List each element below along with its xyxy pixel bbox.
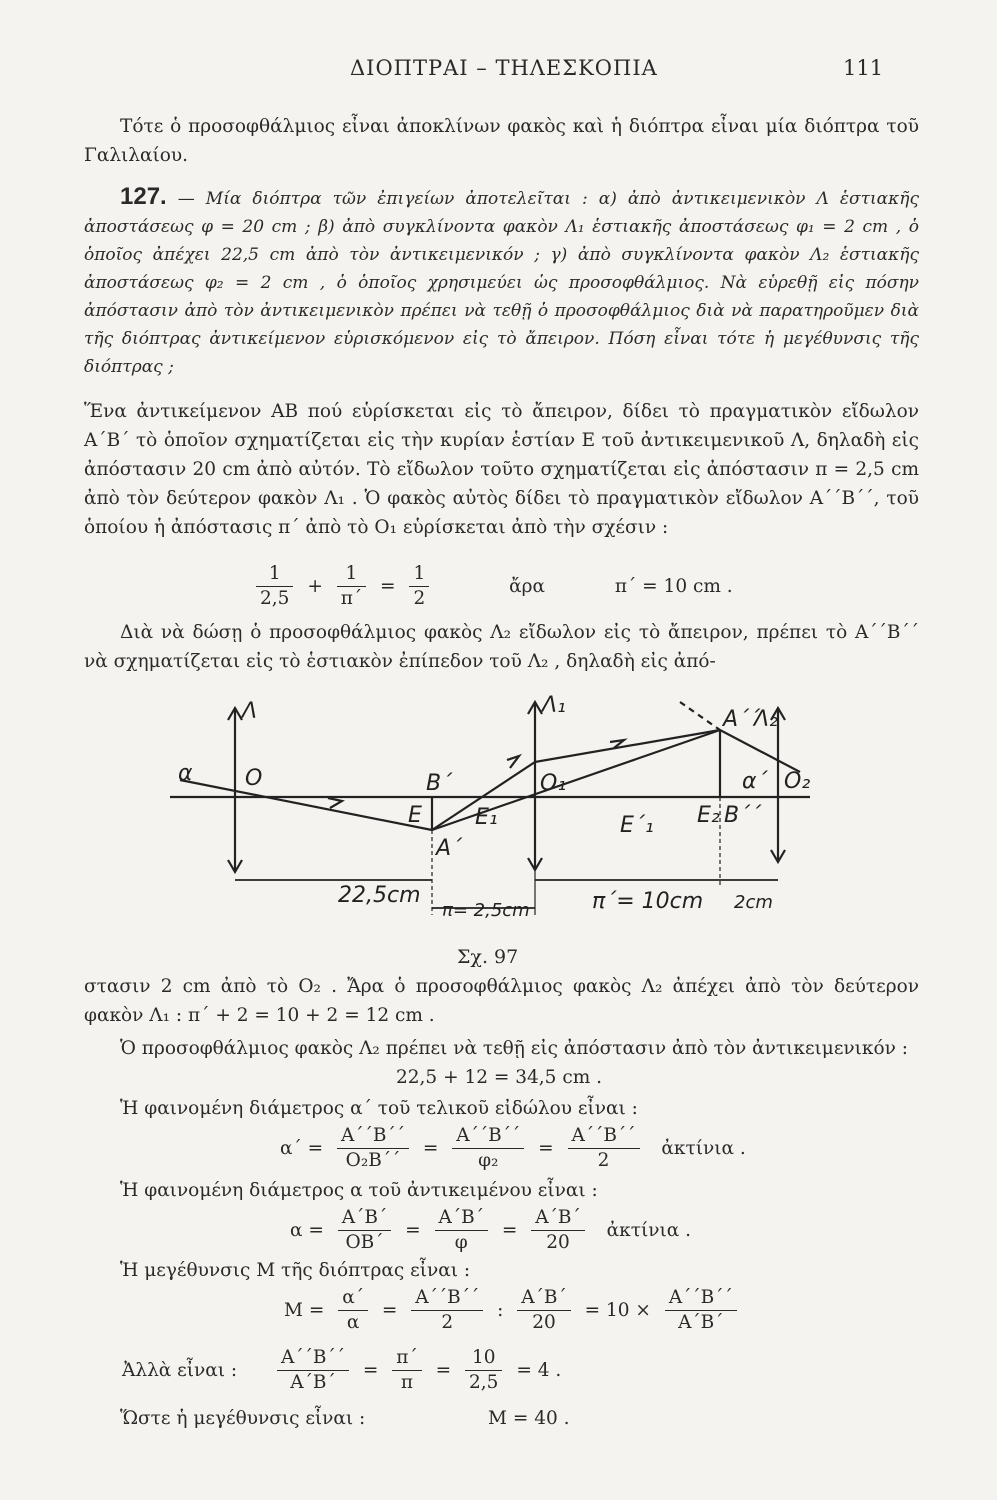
label-E1-prime: E΄₁	[620, 813, 654, 838]
optics-diagram	[150, 690, 820, 930]
label-E2: E₂	[697, 803, 720, 828]
label-B1: B΄	[426, 771, 453, 796]
figure-caption: Σχ. 97	[457, 946, 519, 968]
dim-pi: π= 2,5cm	[442, 900, 530, 921]
equation-lens: $\frac{1}{2,5}$ + $\frac{1}{\pi΄}$ = $\frac{1}{2}$ ἄρα π΄ = 10 cm .	[252, 562, 737, 611]
ray-1	[180, 780, 432, 830]
dim-pi-prime: π΄= 10cm	[592, 889, 704, 914]
label-A1: A΄	[436, 836, 463, 861]
problem-statement: Μία διόπτρα τῶν ἐπιγείων ἀποτελεῖται : α) ἀπὸ ἀντικειμενικὸν Λ ἑστιακῆς ἀποστάσεως φ = 20 cm ; β) ἀπὸ συγκλίνοντα φακὸν Λ₁ ἑστιακῆς ἀποστάσεως φ₁ = 2 cm , ὁ ὁποῖος ἀπέχει 22,5 cm ἀπὸ τὸν ἀντικειμενικόν ; γ) ἀπὸ συγκλίνοντα φακὸν Λ₂ ἑστιακῆς ἀποστάσεως φ₂ = 2 cm , ὁ ὁποῖος χρησιμεύει ὡς προσοφθάλμιος. Νὰ εὑρεθῇ εἰς πόσην ἀπόστασιν ἀπὸ τὸν ἀντικειμενικὸν πρέπει νὰ τεθῇ ὁ προσοφθάλμιος διὰ νὰ παρατηροῦμεν διὰ τῆς διόπτρας ἀντικείμενον εὑρισκόμενον εἰς τὸ ἄπειρον. Πόση εἶναι τότε ἡ μεγέθυνσις τῆς διόπτρας ;	[84, 189, 919, 377]
label-alpha: α	[178, 761, 193, 786]
problem-127: 127. — Μία διόπτρα τῶν ἐπιγείων ἀποτελεῖται : α) ἀπὸ ἀντικειμενικὸν Λ ἑστιακῆς ἀποστάσεως φ = 20 cm ; β) ἀπὸ συγκλίνοντα φακὸν Λ₁ ἑστιακῆς ἀποστάσεως φ₁ = 2 cm , ὁ ὁποῖος ἀπέχει 22,5 cm ἀπὸ τὸν ἀντικειμενικόν ; γ) ἀπὸ συγκλίνοντα φακὸν Λ₂ ἑστιακῆς ἀποστάσεως φ₂ = 2 cm , ὁ ὁποῖος χρησιμεύει ὡς προσοφθάλμιος. Νὰ εὑρεθῇ εἰς πόσην ἀπόστασιν ἀπὸ τὸν ἀντικειμενικὸν πρέπει νὰ τεθῇ ὁ προσοφθάλμιος διὰ νὰ παρατηροῦμεν διὰ τῆς διόπτρας ἀντικείμενον εὑρισκόμενον εἰς τὸ ἄπειρον. Πόση εἶναι τότε ἡ μεγέθυνσις τῆς διόπτρας ;	[84, 183, 919, 377]
paragraph-magnification: Ἡ μεγέθυνσις Μ τῆς διόπτρας εἶναι :	[120, 1260, 471, 1281]
equation-alpha-prime: α΄ = $\frac{A΄΄B΄΄}{\text{Ο₂Β΄΄}}$ = $\frac{A΄΄B΄΄}{\text{φ₂}}$ = $\frac{A΄΄B΄΄}{2}$ ἀκτίνια .	[280, 1125, 746, 1171]
label-L1: Λ₁	[542, 693, 566, 718]
problem-number: 127.	[120, 183, 167, 210]
page-number: 111	[843, 56, 884, 80]
label-alpha2: α΄	[742, 769, 768, 794]
paragraph-solution-3: στασιν 2 cm ἀπὸ τὸ Ο₂ . Ἄρα ὁ προσοφθάλμιος φακὸς Λ₂ ἀπέχει ἀπὸ τὸν δεύτερον φακὸν Λ₁ : π΄ + 2 = 10 + 2 = 12 cm .	[84, 976, 919, 1026]
label-E1: E₁	[475, 805, 498, 830]
paragraph-solution-2: Διὰ νὰ δώσῃ ὁ προσοφθάλμιος φακὸς Λ₂ εἴδωλον εἰς τὸ ἄπειρον, πρέπει τὸ Α΄΄Β΄΄ νὰ σχηματίζεται εἰς τὸ ἑστιακὸν ἐπίπεδον τοῦ Λ₂ , δηλαδὴ εἰς ἀπό-	[84, 622, 919, 672]
label-O: O	[245, 766, 263, 791]
final-result: Μ = 40 .	[488, 1408, 570, 1429]
equation-ratio: Ἀλλὰ εἶναι : $\frac{A΄΄B΄΄}{A΄B΄}$ = $\frac{\pi΄}{\pi}$ = $\frac{10}{2,5}$ = 4 .	[122, 1347, 562, 1393]
distance-result: 22,5 + 12 = 34,5 cm .	[396, 1067, 602, 1088]
paragraph-apparent-final: Ἡ φαινομένη διάμετρος α΄ τοῦ τελικοῦ εἰδώλου εἶναι :	[120, 1098, 638, 1119]
label-B2: B΄΄	[724, 803, 762, 828]
dim-22-5: 22,5cm	[338, 883, 421, 908]
label-A2: A΄΄	[723, 707, 761, 732]
dim-2cm: 2cm	[734, 892, 773, 913]
label-E: E	[408, 803, 422, 828]
label-O2: O₂	[784, 769, 811, 794]
ray-4	[720, 730, 800, 772]
paragraph-apparent-object: Ἡ φαινομένη διάμετρος α τοῦ ἀντικειμένου εἶναι :	[120, 1180, 598, 1201]
label-L: Λ	[242, 699, 258, 724]
label-O1: O₁	[540, 771, 567, 796]
header-title: ΔΙΟΠΤΡΑΙ – ΤΗΛΕΣΚΟΠΙΑ	[350, 56, 658, 80]
paragraph-intro: Τότε ὁ προσοφθάλμιος εἶναι ἀποκλίνων φακὸς καὶ ἡ διόπτρα εἶναι μία διόπτρα τοῦ Γαλιλαίου.	[84, 116, 919, 166]
equation-magnification: Μ = $\frac{\alpha΄}{\alpha}$ = $\frac{A΄΄B΄΄}{2}$ : $\frac{A΄B΄}{20}$ = 10 × $\frac{A΄΄B΄΄}{A΄B΄}$	[280, 1286, 741, 1335]
paragraph-solution-4: Ὁ προσοφθάλμιος φακὸς Λ₂ πρέπει νὰ τεθῇ εἰς ἀπόστασιν ἀπὸ τὸν ἀντικειμενικόν :	[120, 1038, 908, 1059]
running-header	[0, 56, 997, 86]
label-L2: Λ₂	[754, 707, 778, 732]
paragraph-solution-1: Ἕνα ἀντικείμενον ΑΒ πού εὑρίσκεται εἰς τὸ ἄπειρον, δίδει τὸ πραγματικὸν εἴδωλον Α΄Β΄ τὸ ὁποῖον σχηματίζεται εἰς τὴν κυρίαν ἑστίαν Ε τοῦ ἀντικειμενικοῦ Λ, δηλαδὴ εἰς ἀπόστασιν 20 cm ἀπὸ αὐτόν. Τὸ εἴδωλον τοῦτο σχηματίζεται εἰς ἀπόστασιν π = 2,5 cm ἀπὸ τὸν δεύτερον φακὸν Λ₁ . Ὁ φακὸς αὐτὸς δίδει τὸ πραγματικὸν εἴδωλον Α΄΄Β΄΄, τοῦ ὁποίου ἡ ἀπόστασις π΄ ἀπὸ τὸ Ο₁ εὑρίσκεται ἀπὸ τὴν σχέσιν :	[84, 401, 919, 538]
paragraph-final: Ὥστε ἡ μεγέθυνσις εἶναι :	[120, 1408, 366, 1429]
equation-alpha: α = $\frac{A΄B΄}{OB΄}$ = $\frac{A΄B΄}{\varphi}$ = $\frac{A΄B΄}{20}$ ἀκτίνια .	[290, 1207, 691, 1253]
